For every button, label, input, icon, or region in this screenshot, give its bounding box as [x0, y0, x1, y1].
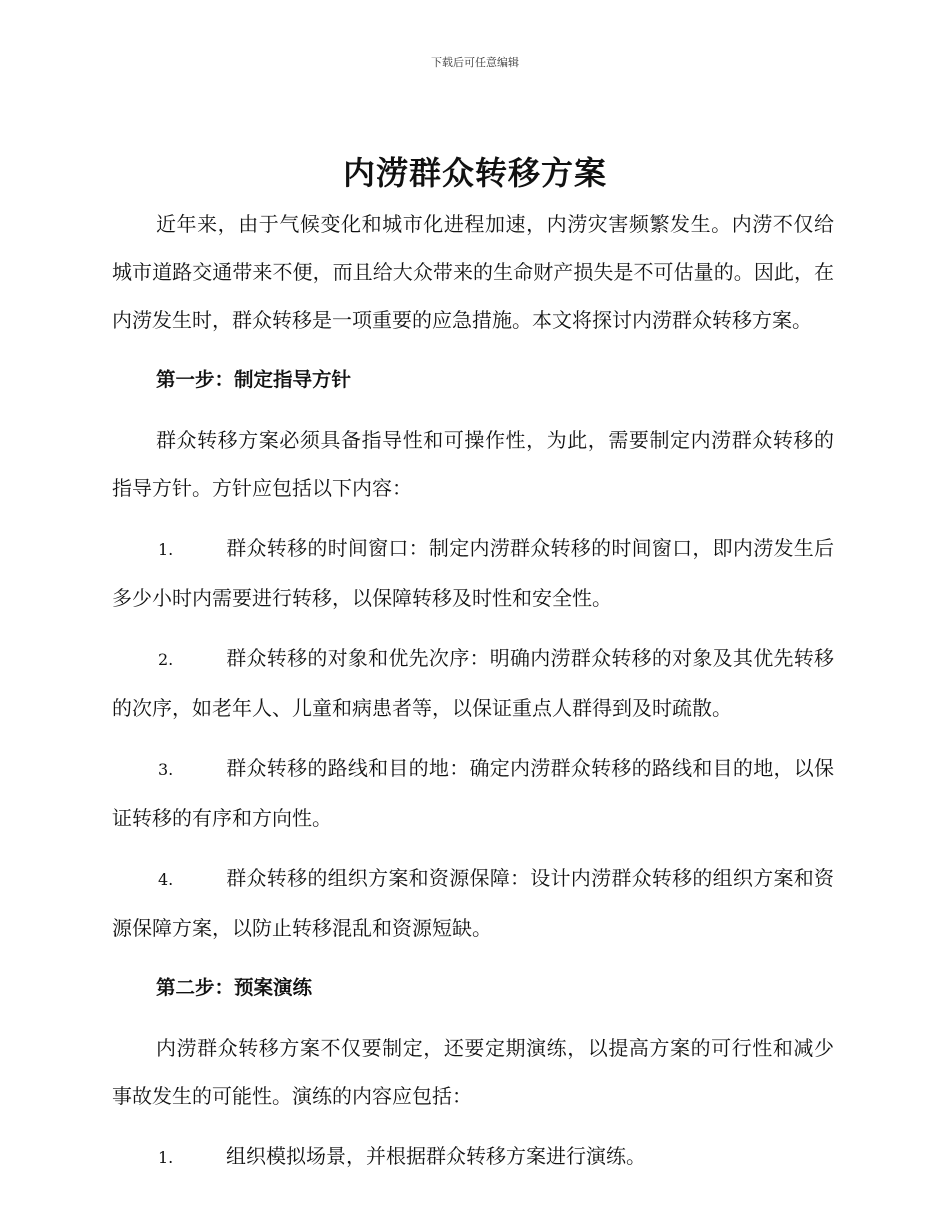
document-body	[112, 200, 834, 1182]
list-item-text: 群众转移的时间窗口：制定内涝群众转移的时间窗口，即内涝发生后多少小时内需要进行转移，以保障转移及时性和安全性。	[112, 536, 834, 610]
list-item-number: 1.	[158, 1148, 174, 1167]
step2-heading: 第二步：预案演练	[156, 976, 313, 999]
list-item-text: 组织模拟场景，并根据群众转移方案进行演练。	[226, 1144, 646, 1168]
list-item-number: 4.	[158, 870, 174, 889]
step1-list-item	[112, 744, 834, 842]
list-item-text: 群众转移的组织方案和资源保障：设计内涝群众转移的组织方案和资源保障方案，以防止转移混乱和资源短缺。	[112, 866, 834, 940]
list-item-text: 群众转移的路线和目的地：确定内涝群众转移的路线和目的地，以保证转移的有序和方向性。	[112, 756, 834, 830]
step1-list-item	[112, 524, 834, 622]
step1-list-item	[112, 854, 834, 952]
step2-list-item	[112, 1132, 834, 1182]
list-item-number: 2.	[158, 650, 174, 669]
list-item-number: 1.	[158, 540, 174, 559]
step1-intro-paragraph: 群众转移方案必须具备指导性和可操作性，为此，需要制定内涝群众转移的指导方针。方针应包括以下内容：	[112, 428, 834, 500]
document-title: 内涝群众转移方案	[342, 154, 607, 192]
intro-paragraph: 近年来，由于气候变化和城市化进程加速，内涝灾害频繁发生。内涝不仅给城市道路交通带来不便，而且给大众带来的生命财产损失是不可估量的。因此，在内涝发生时，群众转移是一项重要的应急措施。本文将探讨内涝群众转移方案。	[112, 212, 834, 332]
list-item-text: 群众转移的对象和优先次序：明确内涝群众转移的对象及其优先转移的次序，如老年人、儿童和病患者等，以保证重点人群得到及时疏散。	[112, 646, 834, 720]
list-item-number: 3.	[158, 760, 174, 779]
header-note: 下载后可任意编辑	[431, 56, 519, 69]
step1-list-item	[112, 634, 834, 732]
step1-heading: 第一步：制定指导方针	[156, 368, 352, 391]
step2-intro-paragraph: 内涝群众转移方案不仅要制定，还要定期演练，以提高方案的可行性和减少事故发生的可能性。演练的内容应包括：	[112, 1036, 834, 1108]
